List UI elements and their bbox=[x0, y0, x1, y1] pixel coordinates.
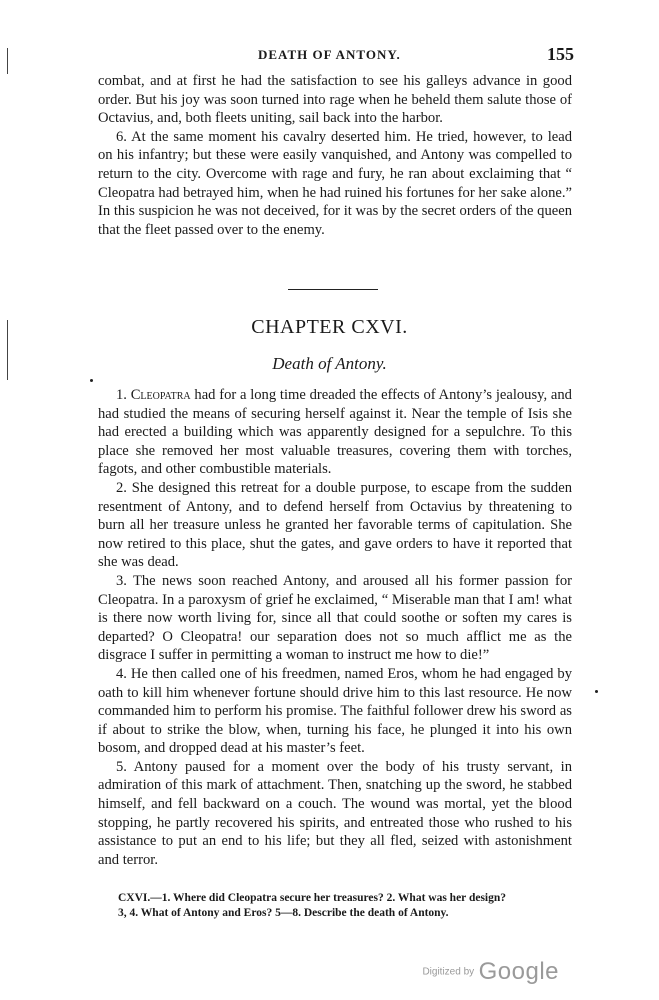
chapter-body bbox=[98, 386, 572, 869]
google-watermark bbox=[422, 958, 559, 986]
section-divider bbox=[288, 289, 378, 290]
paragraph-1-text: had for a long time dreaded the effects of Antony’s jealousy, and had studied the means of securing herself against it. Near the temple of Isis she had erected a building which was apparently designed for a sepulchre. To this place she removed her most valuable treasures, covering them with torches, fagots, and other combustible materials. bbox=[98, 387, 572, 478]
name-cleopatra: Cleopatra bbox=[130, 387, 191, 403]
ink-speck bbox=[595, 690, 598, 693]
paragraph-continuation: combat, and at first he had the satisfaction to see his galleys advance in good order. But his joy was soon turned into rage when he beheld them salute those of Octavius, and, both fleets uniting, sail back into the harbor. bbox=[98, 73, 572, 127]
paragraph-number: 1. bbox=[116, 387, 127, 403]
page-number: 155 bbox=[547, 44, 574, 64]
watermark-logo: Google bbox=[478, 958, 559, 985]
chapter-heading: CHAPTER CXVI. bbox=[251, 316, 408, 338]
paragraph-2: 2. She designed this retreat for a double purpose, to escape from the sudden resentment of Antony, and to defend herself from Octavius by threatening to burn all her treasure unless he granted her favorable terms of capitulation. She now retired to this place, shut the gates, and gave orders to have it reported that she was dead. bbox=[98, 479, 572, 571]
paragraph-3: 3. The news soon reached Antony, and aroused all his former passion for Cleopatra. In a paroxysm of grief he exclaimed, “ Miserable man that I am! what is there now worth living for, since all that could soothe or soften my cares is departed? O Cleopatra! our separation does not so much afflict me as the disgrace I suffer in permitting a woman to instruct me how to die!” bbox=[98, 572, 572, 664]
paragraph-6: 6. At the same moment his cavalry deserted him. He tried, however, to lead on his infantry; but these were easily vanquished, and Antony was compelled to return to the city. Overcome with rage and fury, he ran about exclaiming that “ Cleopatra had betrayed him, when he had ruined his fortunes for her sake alone.” In this suspicion he was not deceived, for it was by the secret orders of the queen that the fleet passed over to the enemy. bbox=[98, 128, 572, 238]
running-title: DEATH OF ANTONY. bbox=[258, 47, 401, 62]
ink-speck bbox=[90, 379, 93, 382]
continued-text bbox=[98, 72, 572, 239]
questions-footnote bbox=[118, 891, 578, 921]
footnote-line: CXVI.—1. Where did Cleopatra secure her treasures? 2. What was her design? bbox=[118, 892, 507, 904]
footnote-line: 3, 4. What of Antony and Eros? 5—8. Describe the death of Antony. bbox=[118, 907, 449, 919]
chapter-subtitle: Death of Antony. bbox=[272, 354, 387, 373]
running-header bbox=[98, 44, 574, 66]
paragraph-5: 5. Antony paused for a moment over the body of his trusty servant, in admiration of this mark of attachment. Then, snatching up the sword, he stabbed himself, and fell backward on a couch. The wound was mortal, yet the blood stopping, he partly recovered his spirits, and entreated those who rushed to his assistance to put an end to his life; but they all fled, seized with astonishment and terror. bbox=[98, 758, 572, 868]
paragraph-1 bbox=[98, 386, 572, 479]
watermark-prefix: Digitized by bbox=[422, 966, 475, 978]
paragraph-4: 4. He then called one of his freedmen, named Eros, whom he had engaged by oath to kill him whenever fortune should drive him to this last resource. He now commanded him to perform his promise. The faithful follower drew his sword as if about to strike the blow, when, turning his face, he plunged it into his own bosom, and dropped dead at his master’s feet. bbox=[98, 665, 572, 757]
scan-edge-mark bbox=[7, 48, 8, 74]
